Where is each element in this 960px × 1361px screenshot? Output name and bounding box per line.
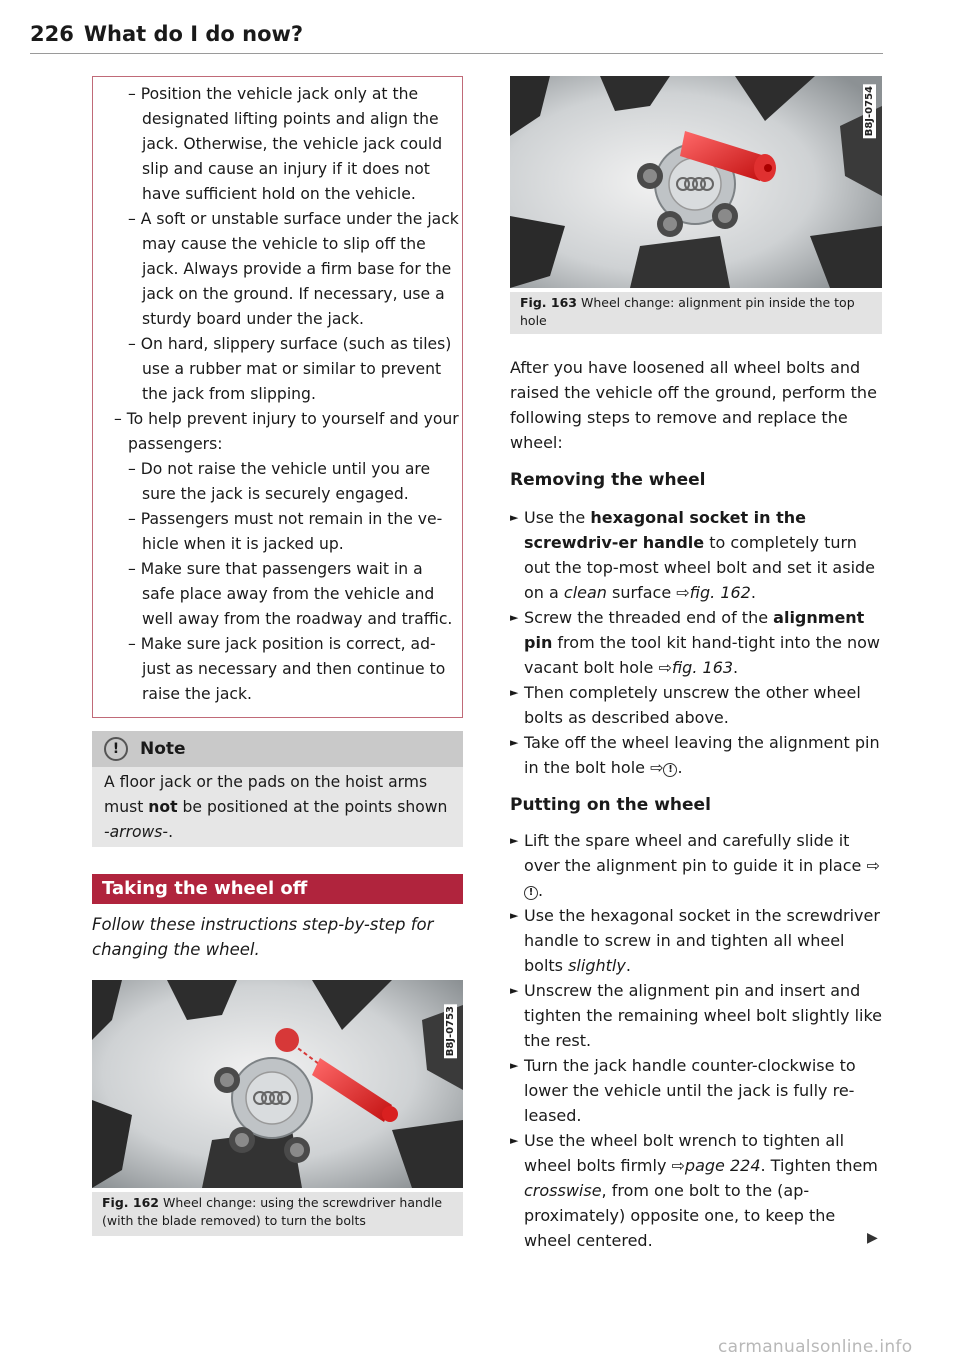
bullet-icon: ► [510, 511, 519, 524]
bullet-icon: ► [510, 1059, 519, 1072]
step-text: . [625, 956, 631, 975]
wheel-alignment-pin-illustration [510, 76, 882, 288]
warning-item: – Passengers must not remain in the ve-hicle when it is jacked up. [128, 510, 443, 553]
note-bold: not [148, 798, 178, 816]
step-item [510, 730, 882, 780]
note-body [92, 767, 463, 847]
warning-item: – A soft or unstable surface under the jack may cause the vehicle to slip off the jack. Always provide a firm base for the jack on the ground. If necessary, use a sturdy board under the jack. [128, 210, 459, 328]
note-text: . [168, 823, 174, 841]
page-number: 226 [30, 22, 74, 46]
warning-item: – On hard, slippery surface (such as tiles) use a rubber mat or similar to prevent the jack from slipping. [128, 335, 452, 403]
bullet-icon: ► [510, 1134, 519, 1147]
putting-heading: Putting on the wheel [510, 795, 711, 815]
figure-ref-link[interactable]: fig. 162 [689, 583, 751, 602]
figure-163 [510, 76, 882, 288]
step-text: surface [606, 583, 677, 602]
warning-item: – Make sure that passengers wait in a safe place away from the vehicle and well away from the roadway and traffic. [128, 560, 453, 628]
step-text: Then completely unscrew the other wheel bolts as described above. [524, 683, 861, 727]
figure-label: Fig. 162 [102, 1195, 159, 1210]
page-header [30, 22, 303, 46]
bullet-icon: ► [510, 909, 519, 922]
page-ref-link[interactable]: page 224 [684, 1156, 761, 1175]
ref-arrow-icon: ⇨ [658, 658, 672, 677]
warning-item: – To help prevent injury to yourself and your passengers: [114, 410, 459, 453]
warning-item: – Make sure jack position is correct, ad-just as necessary and then continue to raise the jack. [128, 635, 446, 703]
note-header [92, 731, 463, 767]
bullet-icon: ► [510, 611, 519, 624]
warning-ref-icon[interactable]: ! [524, 886, 538, 900]
figure-caption-text: Wheel change: using the screwdriver handle (with the blade removed) to turn the bolts [102, 1195, 443, 1228]
figure-code: B8J-0753 [445, 1006, 456, 1057]
step-text: . [733, 658, 739, 677]
step-bold: alignment pin [524, 608, 865, 652]
step-item [510, 505, 882, 605]
wheel-screwdriver-illustration [92, 980, 463, 1188]
step-italic: slightly [568, 956, 626, 975]
header-rule [30, 53, 883, 54]
figure-label: Fig. 163 [520, 295, 577, 310]
figure-caption-text: Wheel change: alignment pin inside the top hole [520, 295, 855, 328]
step-text: Use the wheel bolt wrench to tighten all wheel bolts firmly [524, 1131, 845, 1175]
step-item [510, 1128, 882, 1253]
bullet-icon: ► [510, 736, 519, 749]
step-text: Lift the spare wheel and carefully slide it over the alignment pin to guide it in place [524, 831, 867, 875]
warning-ref-icon[interactable]: ! [663, 763, 677, 777]
procedure-intro: After you have loosened all wheel bolts and raised the vehicle off the ground, perform the following steps to remove and replace the wheel: [510, 358, 877, 452]
removing-steps [510, 505, 882, 780]
bullet-icon: ► [510, 984, 519, 997]
figure-ref-link[interactable]: fig. 163 [671, 658, 734, 677]
step-item [510, 605, 882, 680]
note-italic: -arrows- [104, 823, 169, 841]
page-title: What do I do now? [83, 22, 304, 46]
note-icon: ! [104, 737, 128, 761]
ref-arrow-icon: ⇨ [671, 1156, 685, 1175]
ref-arrow-icon: ⇨ [676, 583, 690, 602]
warning-item: – Position the vehicle jack only at the designated lifting points and align the jack. Otherwise, the vehicle jack could slip and cause an injury if it does not have sufficient hold on the vehicle. [128, 85, 443, 203]
step-item [510, 828, 882, 903]
bullet-icon: ► [510, 686, 519, 699]
step-text: Take off the wheel leaving the alignment pin in the bolt hole [524, 733, 880, 777]
step-text: . [750, 583, 756, 602]
step-text: , from one bolt to the (ap-proximately) opposite one, to keep the wheel centered. [524, 1181, 836, 1250]
step-item [510, 978, 882, 1053]
figure-163-caption [510, 292, 882, 334]
step-text: to completely turn out the top-most wheel bolt and set it aside on a [524, 533, 876, 602]
step-item [510, 903, 882, 978]
figure-code: B8J-0754 [864, 86, 875, 137]
note-text: A floor jack or the pads on the hoist arms must [104, 773, 428, 816]
continue-arrow-icon: ▶ [867, 1230, 878, 1246]
step-text: Use the hexagonal socket in the screwdriver handle to screw in and tighten all wheel bolts [524, 906, 880, 975]
putting-steps [510, 828, 882, 1253]
section-heading: Taking the wheel off [92, 874, 463, 904]
warning-list [104, 82, 459, 707]
step-text: Unscrew the alignment pin and insert and tighten the remaining wheel bolt slightly like the rest. [524, 981, 882, 1050]
section-intro: Follow these instructions step-by-step for changing the wheel. [92, 915, 434, 959]
figure-162 [92, 980, 463, 1188]
step-text: . [677, 758, 683, 777]
warning-item: – Do not raise the vehicle until you are sure the jack is securely engaged. [128, 460, 431, 503]
note-title: Note [140, 739, 186, 759]
removing-heading: Removing the wheel [510, 470, 706, 490]
figure-162-caption [92, 1192, 463, 1236]
step-item [510, 1053, 882, 1128]
step-item [510, 680, 882, 730]
ref-arrow-icon: ⇨ [866, 856, 880, 875]
step-italic: crosswise [524, 1181, 602, 1200]
step-text: Use the [524, 508, 591, 527]
bullet-icon: ► [510, 834, 519, 847]
watermark: carmanualsonline.info [718, 1337, 913, 1357]
step-text: . [538, 881, 544, 900]
step-text: Turn the jack handle counter-clockwise to lower the vehicle until the jack is fully re-leased. [524, 1056, 856, 1125]
ref-arrow-icon: ⇨ [650, 758, 664, 777]
step-bold: hexagonal socket in the screwdriv-er handle [524, 508, 806, 552]
step-text: from the tool kit hand-tight into the now vacant bolt hole [524, 633, 881, 677]
step-text: . Tighten them [760, 1156, 878, 1175]
step-text: Screw the threaded end of the [524, 608, 774, 627]
step-italic: clean [563, 583, 607, 602]
note-text: be positioned at the points shown [177, 798, 448, 816]
